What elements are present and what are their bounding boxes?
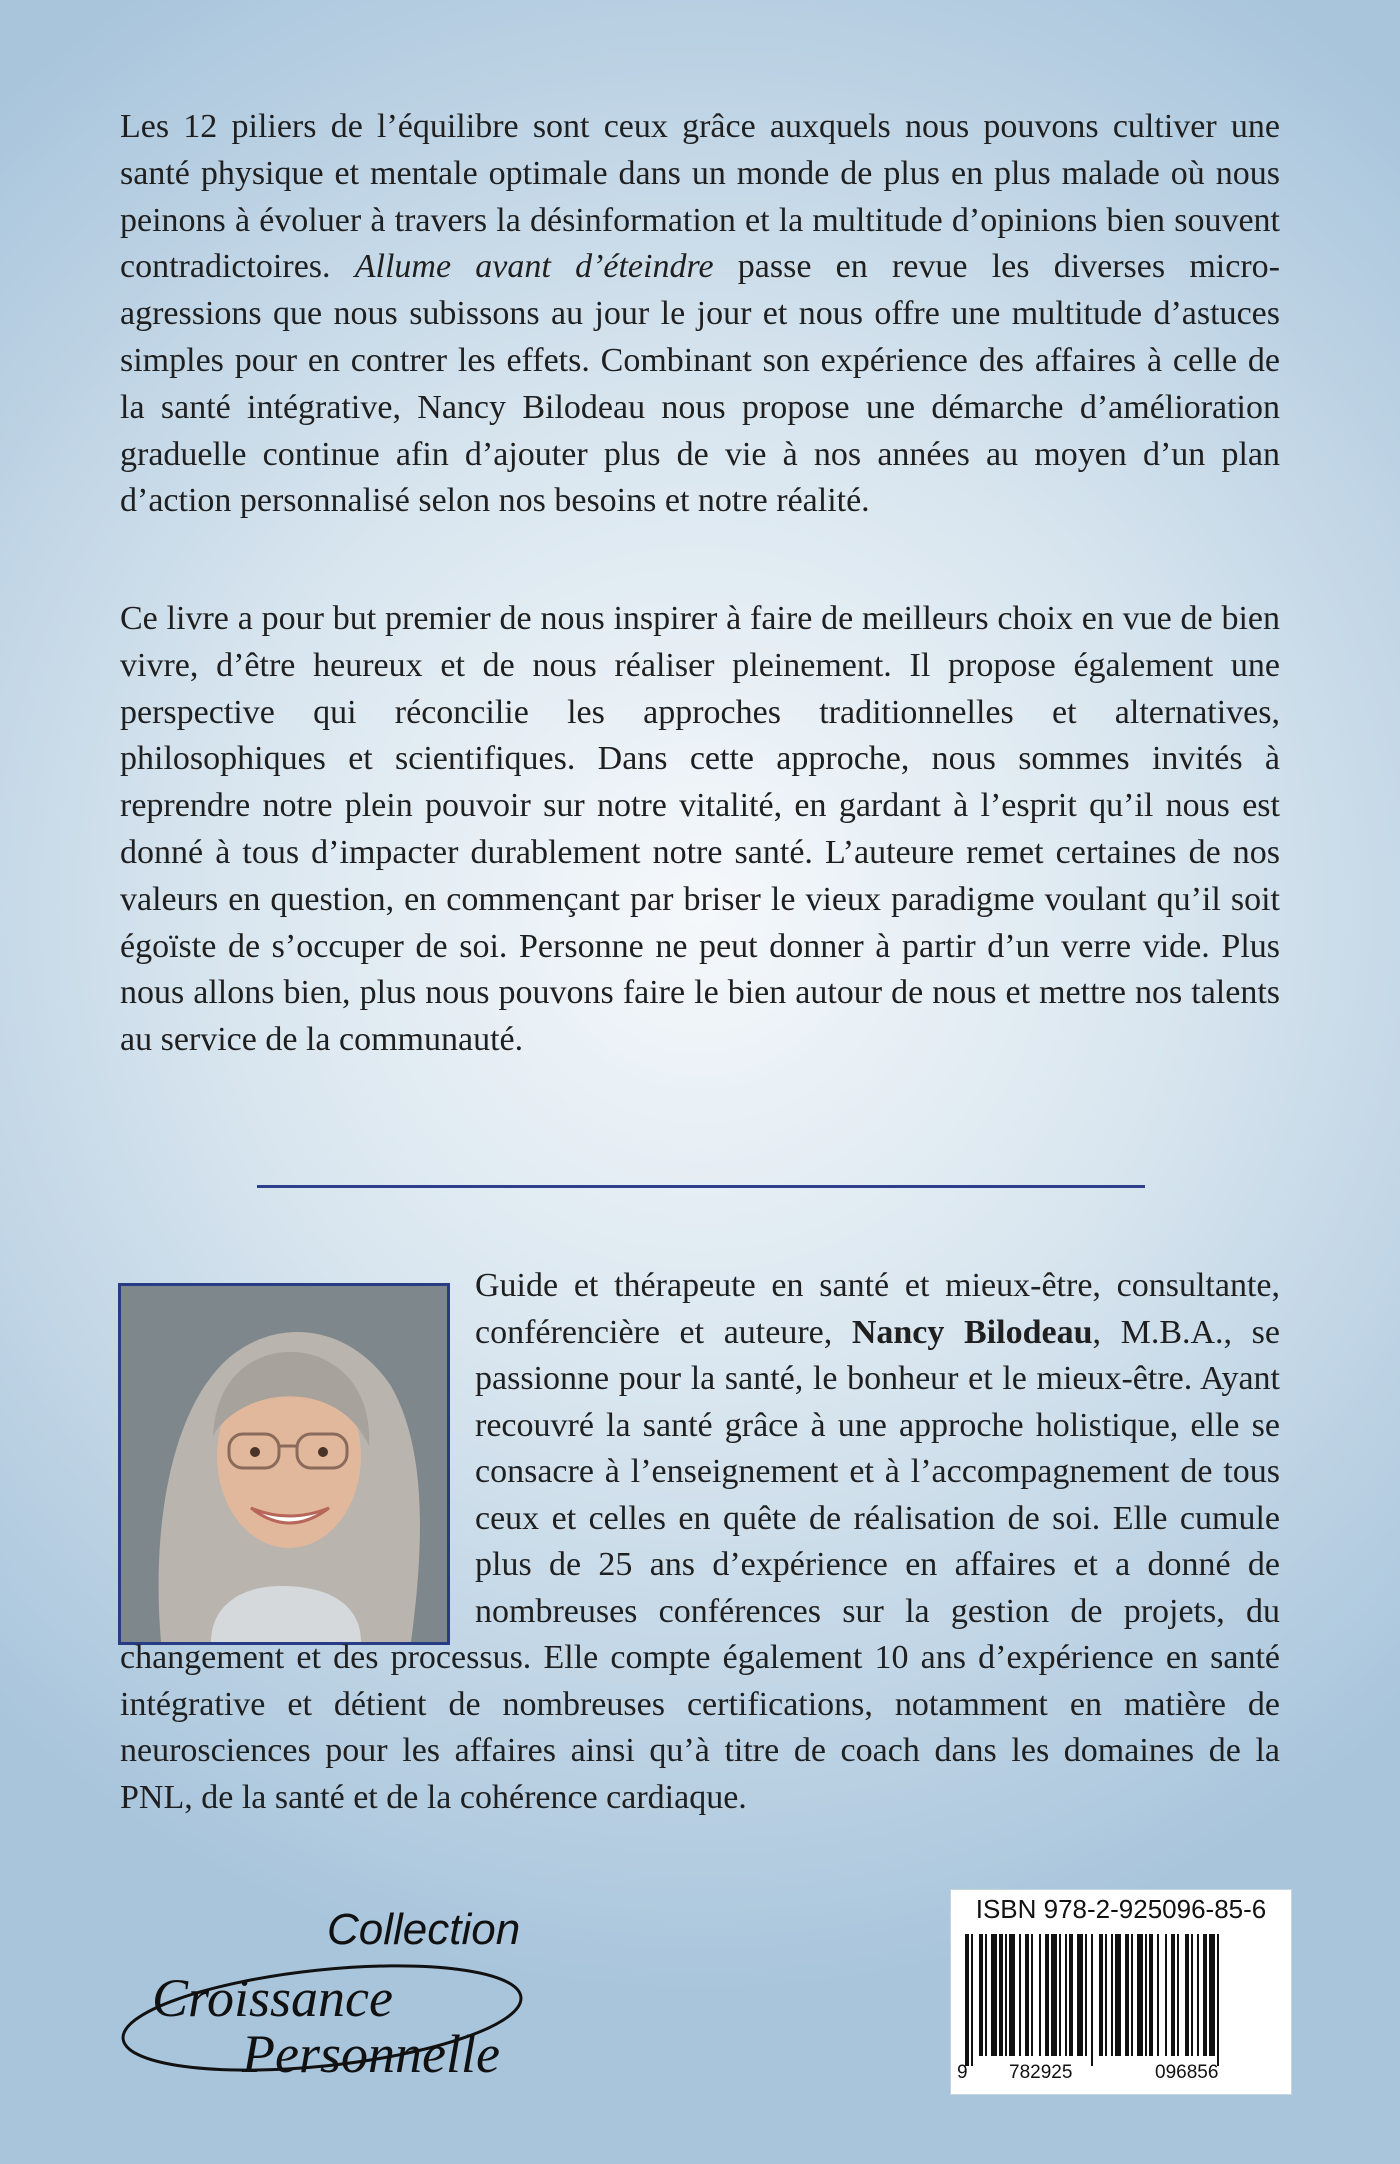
barcode-bar: [991, 1934, 997, 2056]
barcode-digits-left: 782925: [1009, 2062, 1073, 2083]
barcode-bar: [1039, 1934, 1041, 2056]
isbn-label: ISBN 978-2-925096-85-6: [975, 1894, 1267, 1924]
barcode-bar: [1025, 1934, 1029, 2056]
barcode-bar: [1051, 1934, 1057, 2056]
barcode-bars: [965, 1934, 1277, 2066]
portrait-space: [120, 1263, 475, 1633]
barcode-bar: [1111, 1934, 1113, 2056]
barcode-bar: [1203, 1934, 1207, 2056]
barcode-bar: [1137, 1934, 1143, 2056]
barcode-bar: [1115, 1934, 1121, 2056]
barcode-bar: [971, 1934, 973, 2066]
description-paragraph-2: Ce livre a pour but premier de nous inspirer à faire de meilleurs choix en vue de bien vivre, d’être heureux et de nous réaliser pleinement. Il propose également une perspective qui réconcilie les approches traditionnelles et alternatives, philosophiques et scientifiques. Dans cette approche, nous sommes invités à reprendre notre plein pouvoir sur notre vitalité, en gardant à l’esprit qu’il nous est donné à tous d’impacter durablement notre santé. L’auteure remet certaines de nos valeurs en question, en commençant par briser le vieux paradigme voulant qu’il soit égoïste de s’occuper de soi. Personne ne peut donner à partir d’un verre vide. Plus nous allons bien, plus nous pouvons faire le bien autour de nous et mettre nos talents au service de la communauté.: [120, 600, 1280, 1059]
barcode-bar: [1197, 1934, 1199, 2056]
barcode-bar: [1019, 1934, 1021, 2056]
barcode-bar: [1005, 1934, 1007, 2056]
barcode-bar: [1157, 1934, 1159, 2056]
barcode-bar: [1191, 1934, 1193, 2056]
barcode-bar: [1171, 1934, 1175, 2056]
barcode-bar: [1149, 1934, 1153, 2056]
barcode-bar: [1131, 1934, 1133, 2056]
barcode-bar: [1099, 1934, 1103, 2056]
author-name: Nancy Bilodeau: [851, 1313, 1093, 1351]
book-title: Allume avant d’éteindre: [354, 248, 714, 286]
barcode-bar: [1177, 1934, 1179, 2056]
barcode-bar: [1009, 1934, 1015, 2056]
description-part-1: Les 12 piliers de l’équilibre sont ceux grâce auxquels nous pouvons cultiver une santé physique et mentale optimale dans un monde de plus en plus malade où nous peinons à évoluer à travers la désinformation et la multitude d’opinions bien souvent contradictoires.: [120, 108, 1280, 286]
logo-line-3: Personnelle: [242, 2024, 500, 2084]
barcode-bar: [1145, 1934, 1147, 2056]
barcode-bar: [1091, 1934, 1093, 2066]
barcode-bar: [1045, 1934, 1049, 2056]
description-part-2: passe en revue les diverses micro-agressions que nous subissons au jour le jour et nous offre une multitude d’astuces simples pour en contrer les effets. Combinant son expérience des affaires à celle de la santé intégrative, Nancy Bilodeau nous propose une démarche d’amélioration graduelle continue afin d’ajouter plus de vie à nos années au moyen d’un plan d’action personnalisé selon nos besoins et notre réalité.: [120, 248, 1280, 520]
barcode-bar: [1165, 1934, 1167, 2056]
barcode-bar: [1209, 1934, 1215, 2056]
barcode-digits-right: 096856: [1155, 2062, 1219, 2083]
author-bio: [120, 1263, 1280, 1821]
barcode-bar: [979, 1934, 983, 2056]
barcode-bar: [1059, 1934, 1061, 2056]
collection-logo: [112, 1900, 542, 2090]
barcode-bar: [965, 1934, 969, 2066]
description-paragraph-1: [120, 104, 1280, 525]
barcode-bar: [1077, 1934, 1083, 2056]
barcode-bar: [1217, 1934, 1219, 2066]
bio-rest: , M.B.A., se passionne pour la santé, le bonheur et le mieux-être. Ayant recouvré la santé grâce à une approche holistique, elle se consacre à l’enseignement et à l’accompagnement de tous ceux et celles en quête de réalisation de soi. Elle cumule plus de 25 ans d’expérience en affaires et a donné de nombreuses conférences sur la gestion de projets, du changement et des processus. Elle compte également 10 ans d’expérience en santé intégrative et détient de nombreuses certifications, notamment en matière de neurosciences pour les affaires ainsi qu’à titre de coach dans les domaines de la PNL, de la santé et de la cohérence cardiaque.: [120, 1313, 1280, 1816]
barcode-bar: [1185, 1934, 1189, 2056]
barcode-bar: [1065, 1934, 1067, 2056]
bio-intro: Guide et thérapeute en santé et mieux-être, consultante, conférencière et auteure,: [475, 1267, 1280, 1351]
barcode-bar: [1125, 1934, 1129, 2056]
logo-line-1: Collection: [327, 1905, 521, 1954]
barcode-bar: [1031, 1934, 1033, 2056]
barcode-bar: [999, 1934, 1003, 2056]
barcode-bar: [1085, 1934, 1087, 2056]
section-divider: [257, 1185, 1145, 1188]
barcode-bar: [985, 1934, 987, 2056]
barcode-bar: [1069, 1934, 1073, 2056]
barcode-digit-lead: 9: [957, 2062, 968, 2083]
barcode-bar: [1105, 1934, 1107, 2056]
logo-line-2: Croissance: [152, 1968, 393, 2028]
isbn-barcode: [950, 1889, 1292, 2095]
